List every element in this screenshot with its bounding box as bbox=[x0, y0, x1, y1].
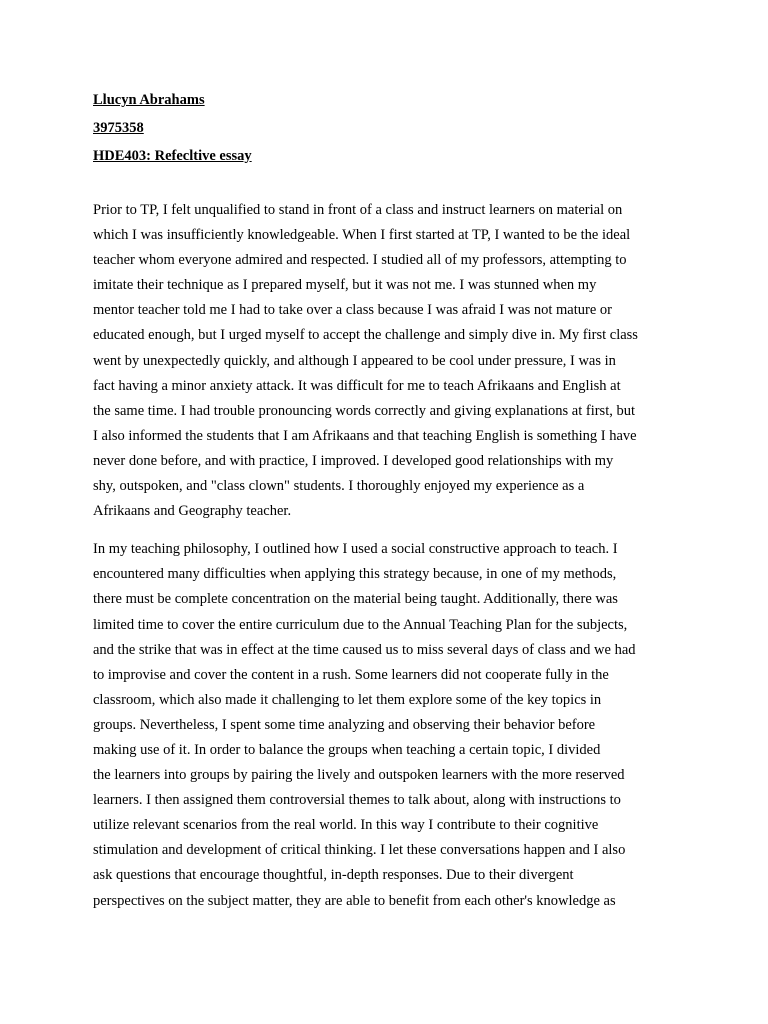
text-line: ask questions that encourage thoughtful, in-depth responses. Due to their divergent bbox=[93, 867, 574, 884]
text-line: the same time. I had trouble pronouncing words correctly and giving explanations at first, but bbox=[93, 402, 636, 419]
text-line: utilize relevant scenarios from the real world. In this way I contribute to their cognitive bbox=[93, 817, 599, 834]
document-header bbox=[93, 86, 693, 170]
text-line: classroom, which also made it challenging to let them explore some of the key topics in bbox=[93, 691, 602, 708]
text-line: learners. I then assigned them controversial themes to talk about, along with instructions to bbox=[93, 792, 621, 809]
paragraph bbox=[93, 537, 693, 913]
text-line: to improvise and cover the content in a rush. Some learners did not cooperate fully in the bbox=[93, 666, 609, 683]
text-line: went by unexpectedly quickly, and although I appeared to be cool under pressure, I was in bbox=[93, 352, 616, 369]
document-title: HDE403: Refecltive essay bbox=[93, 148, 252, 164]
text-line: Afrikaans and Geography teacher. bbox=[93, 503, 292, 520]
text-line: perspectives on the subject matter, they are able to benefit from each other's knowledge as bbox=[93, 892, 616, 909]
text-line: and the strike that was in effect at the time caused us to miss several days of class and we had bbox=[93, 641, 636, 658]
text-line: there must be complete concentration on the material being taught. Additionally, there was bbox=[93, 591, 618, 608]
text-line: never done before, and with practice, I improved. I developed good relationships with my bbox=[93, 452, 614, 469]
text-line: groups. Nevertheless, I spent some time analyzing and observing their behavior before bbox=[93, 716, 596, 733]
text-line: In my teaching philosophy, I outlined how I used a social constructive approach to teach. I bbox=[93, 541, 618, 558]
text-line: limited time to cover the entire curriculum due to the Annual Teaching Plan for the subjects, bbox=[93, 616, 628, 633]
text-line: the learners into groups by pairing the lively and outspoken learners with the more reserved bbox=[93, 767, 625, 784]
author-name: Llucyn Abrahams bbox=[93, 92, 205, 108]
text-line: shy, outspoken, and "class clown" students. I thoroughly enjoyed my experience as a bbox=[93, 478, 585, 495]
text-line: making use of it. In order to balance the groups when teaching a certain topic, I divided bbox=[93, 741, 601, 758]
text-line: which I was insufficiently knowledgeable. When I first started at TP, I wanted to be the ideal bbox=[93, 227, 631, 244]
essay-body bbox=[93, 198, 693, 914]
text-line: Prior to TP, I felt unqualified to stand in front of a class and instruct learners on material on bbox=[93, 202, 623, 218]
text-line: teacher whom everyone admired and respected. I studied all of my professors, attempting to bbox=[93, 252, 627, 269]
text-line: imitate their technique as I prepared myself, but it was not me. I was stunned when my bbox=[93, 277, 597, 294]
text-line: mentor teacher told me I had to take over a class because I was afraid I was not mature or bbox=[93, 302, 612, 319]
text-line: educated enough, but I urged myself to accept the challenge and simply dive in. My first class bbox=[93, 327, 638, 344]
text-line: stimulation and development of critical thinking. I let these conversations happen and I also bbox=[93, 842, 626, 859]
text-line: fact having a minor anxiety attack. It was difficult for me to teach Afrikaans and English at bbox=[93, 377, 621, 394]
text-line: I also informed the students that I am Afrikaans and that teaching English is something I have bbox=[93, 427, 637, 444]
student-number: 3975358 bbox=[93, 120, 144, 136]
paragraph bbox=[93, 198, 693, 524]
text-line: encountered many difficulties when applying this strategy because, in one of my methods, bbox=[93, 566, 617, 583]
